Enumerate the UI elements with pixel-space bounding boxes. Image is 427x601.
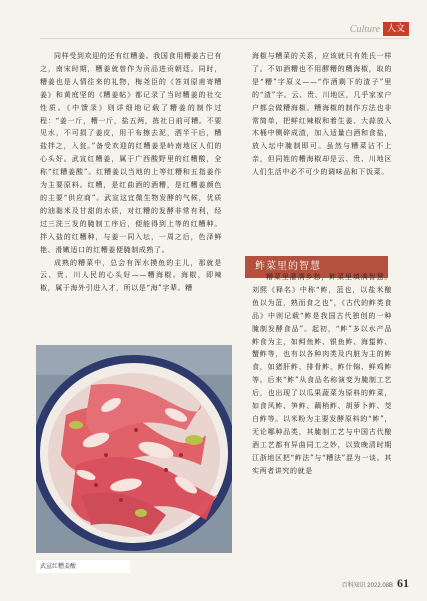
header-divider xyxy=(40,38,409,39)
paragraph: 同样受到欢迎的还有红糟姜。我国食用糟姜古已有之，南宋时期，糟姜就曾作为贡品进贡朝廷。同时，糟姜也是人情往来的礼物，梅尧臣的《答刘原甫寄糟姜》和黄庭坚的《糟姜帖》都记录了当时糟姜的社交性质。《中馈录》则详细地记载了糟姜的制作过程：“姜一斤，糟一斤，盐五两，拣社日前可糟。不要见水，不可损了姜皮，用干布擦去泥，洒半干后，糟盐拌之，入瓮。”备受欢迎的红糟姜是岭南地区人们的心头好。武宣红糟姜，属于广西酸野里的红糟酸，全称“红糟姜酸”。红糟姜以当地的上等红糟和五指姜作为主要原料。红糟，是红曲酒的酒糟，是红糟姜颜色的主要“供应商”。武宣这宜微生物发酵的气候，优质的油黏米及甘甜的水质，对红糟的发酵非常有利，经过三洗三发的腌制工序后，便能得到上等的红糟种。拌入盐的红糟种，与姜一同入坛，一周之后，色泽鲜艳、滑嫩适口的红糟姜便腌制成熟了。 xyxy=(40,52,222,254)
section-label-en: Culture xyxy=(349,23,380,35)
paragraph: 糟菜里灌满乡愁，鲊菜里填满智慧。刘熙《释名》中称“鲊，菹也，以盐米酿鱼以为菹，熟而食之也”，《古代的鲊类食品》中则记载“鲊是我国古代独创的一种腌制发酵食品”。起初，“鲊”多以水产品鲊食为主，如鲟鱼鲊、银鱼鲊、海蜇鲊、蟹鲊等，也有以各种肉类及内脏为主的鲊食，如猪肝鲊、排骨鲊、鲊什锦、鲜鸡鲊等。后来“鲊”从食品名称演变为腌制工艺后，也出现了以瓜果蔬菜为原料的鲊菜，如食风鲊、笋鲊、藕梢鲊、胡萝卜鲊、茭白鲊等。以米粉为主要发酵原料的“鲊”，无论哪种品类，其腌制工艺与中国古代酿酒工艺都有异曲同工之妙，以致晚清时期江浙地区把“鲊法”与“糟法”混为一谈。其实两者讲究的就是 xyxy=(252,273,392,475)
paragraph: 成熟的糟菜中，总会有浑水摸鱼的主儿，那就是云、贵、川人民的心头好——糟海椒。海椒，即辣椒，属于海外引进入才，所以是“海”字辈。糟 xyxy=(40,258,222,293)
journal-issue: 百科知识 2022.08B xyxy=(341,583,393,589)
page-footer xyxy=(342,576,409,591)
pickled-ginger-image xyxy=(36,345,232,553)
paragraph: 海椒与糟菜的关系，应该就只有姓氏一样了。不如酒糟也不用醪糟的糟海椒，取的是“糟”字原义——“作酒剩下的渣子”里的“渣”字。云、贵、川地区，几乎家家户户都会做糟海椒。糟海椒的制作方法也非常简单，把鲜红辣椒和着生姜、大蒜放入木桶中铡碎成渣，加入适量白酒和食盐，放入坛中腌制即可。虽然与糟菜沾不上亲，但同姓的糟海椒却是云、贵、川地区人们生活中必不可少的调味品和下饭菜。 xyxy=(252,52,392,177)
pickled-ginger-photo xyxy=(36,345,232,553)
body-column-left xyxy=(40,50,222,295)
body-column-right-top xyxy=(252,50,392,179)
section-title: 鲊菜里的智慧 xyxy=(245,256,388,278)
body-column-right-bottom xyxy=(252,271,392,478)
page-number: 61 xyxy=(397,576,409,590)
photo-caption: 武宣红糟姜酸 xyxy=(36,560,130,573)
section-header xyxy=(350,22,409,36)
section-label-cn: 人文 xyxy=(383,22,409,36)
